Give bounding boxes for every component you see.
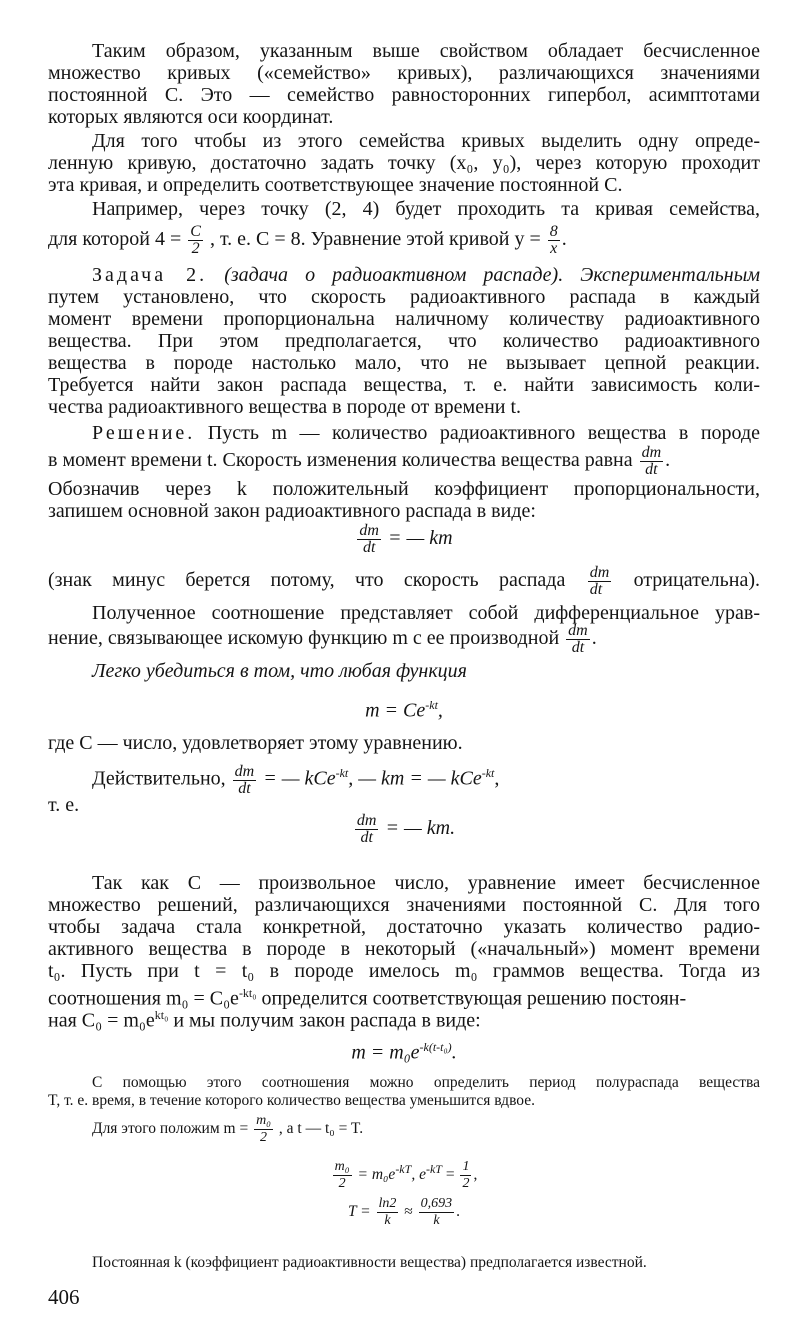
text: T = xyxy=(347,1203,371,1220)
period: . xyxy=(665,449,671,471)
exponent: -kT xyxy=(425,1162,442,1176)
exponent: -kt₀ xyxy=(238,986,257,1000)
equation-text: = — kCe xyxy=(263,767,336,790)
exponent: -kt xyxy=(335,766,349,780)
denominator: 2 xyxy=(462,1176,470,1192)
period: . xyxy=(451,1041,457,1064)
denominator: 2 xyxy=(260,1129,268,1145)
fraction-m0-over-2 xyxy=(254,1113,273,1146)
text-line: Для того чтобы из этого семейства кривых выделить одну опреде- xyxy=(92,130,760,152)
exponent: -kt xyxy=(425,698,438,712)
denominator: dt xyxy=(360,828,373,846)
equation-text: , — km = — kCe xyxy=(348,767,482,790)
text-line: путем установлено, что скорость радиоактивного распада в каждый xyxy=(48,286,760,308)
task-subtitle: (задача о радиоактивном распаде). xyxy=(224,264,564,286)
numerator: 0,693 xyxy=(420,1195,453,1211)
solution-label: Решение. xyxy=(92,422,196,444)
text: в момент времени t. Скорость изменения количества вещества равна xyxy=(48,449,633,471)
numerator: dm xyxy=(356,811,377,829)
text-line: вещества. При этом предполагается, что количество радиоактивного xyxy=(48,330,760,352)
small-text-line: С помощью этого соотношения можно определить период полураспада вещества xyxy=(92,1074,760,1091)
numerator: m₀ xyxy=(334,1159,350,1175)
denominator: dt xyxy=(571,638,585,656)
numerator: dm xyxy=(641,443,662,461)
denominator: dt xyxy=(589,580,603,598)
period: . xyxy=(561,228,567,250)
equation-rhs: = — km xyxy=(387,527,453,549)
equation-rhs: = — km. xyxy=(385,817,456,839)
text-line: Полученное соотношение представляет собой дифференциальное урав- xyxy=(92,602,760,624)
text-line-with-fraction xyxy=(48,622,760,654)
exponent: -k(t-t₀) xyxy=(419,1040,452,1054)
text: Для этого положим m = xyxy=(92,1120,249,1137)
text: ная C₀ = m₀e xyxy=(48,1009,155,1032)
text-line: которых являются оси координат. xyxy=(48,106,334,128)
text: , т. е. C = 8. Уравнение этой кривой y = xyxy=(209,228,541,250)
equation-verification xyxy=(92,756,760,797)
comma: , xyxy=(437,699,443,722)
small-text-line: T, т. е. время, в течение которого количество вещества уменьшится вдвое. xyxy=(48,1092,535,1109)
denominator: k xyxy=(433,1212,440,1228)
text-line: множество кривых («семейство» кривых), различающихся значениями xyxy=(48,62,760,84)
text-line: ленную кривую, достаточно задать точку (x₀, y₀), через которую проходит xyxy=(48,152,760,174)
text: определится соответствующая решению постоян- xyxy=(256,987,687,1010)
page-number: 406 xyxy=(48,1285,80,1309)
fraction-dm-dt xyxy=(588,565,612,598)
text-line: чества радиоактивного вещества в породе от времени t. xyxy=(48,396,522,418)
exponent: kt₀ xyxy=(154,1008,169,1022)
denominator: k xyxy=(384,1212,391,1228)
text-line: постоянной C. Это — семейство равносторонних гипербол, асимптотами xyxy=(48,84,760,106)
text-line: Например, через точку (2, 4) будет проходить та кривая семейства, xyxy=(92,198,760,220)
period: . xyxy=(591,627,597,649)
numerator: dm xyxy=(568,621,588,639)
numerator: ln2 xyxy=(378,1195,397,1211)
text: . xyxy=(456,1203,461,1220)
small-equation-halflife xyxy=(48,1152,760,1192)
text-line: Легко убедиться в том, что любая функция xyxy=(92,660,467,682)
denominator: dt xyxy=(362,538,376,556)
equation-decay-law-final xyxy=(48,1036,760,1064)
text: и мы получим закон распада в виде: xyxy=(168,1009,481,1032)
text: Экспериментальным xyxy=(580,264,761,286)
text: = xyxy=(445,1166,455,1184)
text-line: где C — число, удовлетворяет этому уравнению. xyxy=(48,732,463,754)
denominator: x xyxy=(550,239,558,257)
numerator: dm xyxy=(589,563,610,581)
text-line-with-fraction xyxy=(48,564,760,596)
text-line: момент времени пропорциональна наличному количеству радиоактивного xyxy=(48,308,760,330)
text-line: вещества в породе настолько мало, что не вызывает цепной реакции. xyxy=(48,352,760,374)
denominator: dt xyxy=(645,460,658,478)
equation-text: m = m₀e xyxy=(351,1041,420,1064)
numerator: 1 xyxy=(462,1159,470,1175)
text: , xyxy=(473,1166,478,1184)
text-line: активного вещества в породе в некоторый («начальный») момент времени xyxy=(48,938,760,960)
text: соотношения m₀ = C₀e xyxy=(48,987,239,1010)
text: отрицательна). xyxy=(633,569,761,591)
text-line-with-fractions xyxy=(48,222,760,256)
text: Действительно, xyxy=(92,767,226,790)
text: , а t — t₀ = T. xyxy=(278,1120,364,1137)
fraction-m0-over-2 xyxy=(333,1159,352,1192)
equation-text: m = Ce xyxy=(365,699,426,722)
equation-decay-law xyxy=(48,520,760,556)
task-heading-line xyxy=(92,264,760,286)
fraction-8-over-x xyxy=(548,224,560,257)
denominator: 2 xyxy=(191,239,200,257)
fraction-c-over-2 xyxy=(188,224,203,257)
fraction-dm-dt xyxy=(566,623,590,656)
solution-line xyxy=(92,422,760,444)
text-line: чтобы задача стала конкретной, достаточно указать количество радио- xyxy=(48,916,760,938)
text-line-with-exponent xyxy=(48,1004,760,1032)
text-line: Требуется найти закон распада вещества, т. е. найти зависимость коли- xyxy=(48,374,760,396)
exponent: -kt xyxy=(481,766,495,780)
comma: , xyxy=(494,767,500,790)
text-line: запишем основной закон радиоактивного распада в виде: xyxy=(48,500,536,522)
text-line: Обозначив через k положительный коэффициент пропорциональности, xyxy=(48,478,760,500)
equation-identity xyxy=(48,810,760,846)
denominator: dt xyxy=(238,779,251,797)
text-line: множество решений, различающихся значениями постоянной C. Для того xyxy=(48,894,760,916)
fraction-dm-dt xyxy=(357,523,381,556)
text-line: Так как C — произвольное число, уравнение имеет бесчисленное xyxy=(92,872,760,894)
text: для которой 4 = xyxy=(48,228,182,250)
fraction-0693-over-k xyxy=(419,1196,455,1229)
text-line: эта кривая, и определить соответствующее значение постоянной C. xyxy=(48,174,623,196)
text-line: Таким образом, указанным выше свойством обладает бесчисленное xyxy=(92,40,760,62)
text: Пусть m — количество радиоактивного вещества в породе xyxy=(207,422,761,444)
small-equation-line xyxy=(92,1112,760,1146)
exponent: -kT xyxy=(395,1162,412,1176)
fraction-dm-dt xyxy=(233,764,257,797)
equation-general-solution xyxy=(48,694,760,722)
fraction-dm-dt xyxy=(640,445,664,478)
fraction-ln2-over-k xyxy=(377,1196,399,1229)
text: = m₀e xyxy=(357,1166,396,1184)
denominator: 2 xyxy=(338,1176,346,1192)
footnote: Постоянная k (коэффициент радиоактивности вещества) предполагается известной. xyxy=(92,1254,647,1271)
text-line: t₀. Пусть при t = t₀ в породе имелось m₀ граммов вещества. Тогда из xyxy=(48,960,760,982)
task-title: Задача 2. xyxy=(92,264,208,286)
fraction-dm-dt xyxy=(355,813,379,846)
text: (знак минус берется потому, что скорость распада xyxy=(48,569,566,591)
numerator: C xyxy=(190,222,201,240)
text: , e xyxy=(411,1166,426,1184)
text: нение, связывающее искомую функцию m с ее производной xyxy=(48,627,560,649)
numerator: dm xyxy=(359,521,379,539)
text-line-with-fraction xyxy=(48,444,760,476)
numerator: dm xyxy=(234,762,255,780)
numerator: 8 xyxy=(549,222,558,240)
small-equation-period xyxy=(48,1192,760,1232)
text-line: т. е. xyxy=(48,794,80,816)
fraction-1-over-2 xyxy=(460,1159,471,1192)
text: ≈ xyxy=(404,1203,413,1220)
numerator: m₀ xyxy=(256,1112,272,1128)
